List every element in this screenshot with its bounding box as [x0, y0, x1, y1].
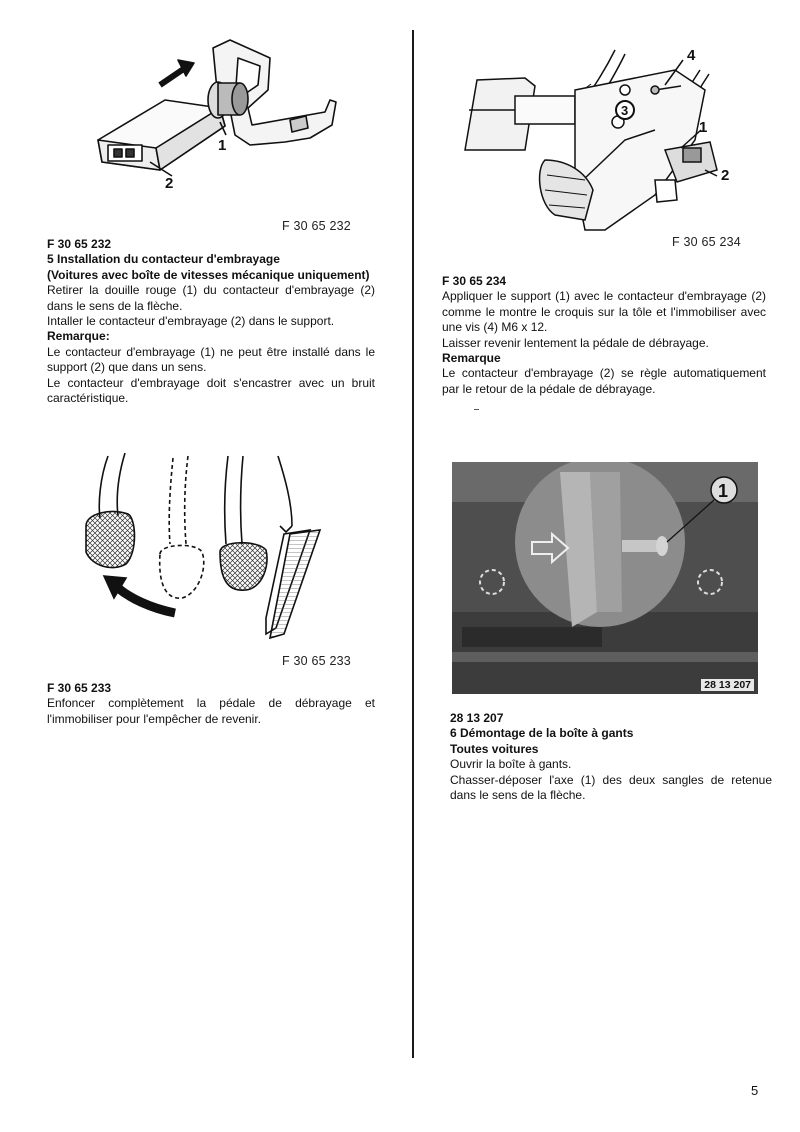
- photo-glove-box-drawing: [452, 462, 758, 694]
- section-233-line: Enfoncer complètement la pédale de débrayage et l'immobiliser pour l'empêcher de revenir.: [47, 696, 375, 726]
- figure-pedals: [70, 448, 360, 648]
- section-234-remark-line: Le contacteur d'embrayage (2) se règle automatiquement par le retour de la pédale de débrayage.: [442, 366, 766, 396]
- section-234-line: Laisser revenir lentement la pédale de débrayage.: [442, 335, 709, 350]
- section-233-ref: F 30 65 233: [47, 681, 112, 695]
- figure-234-label-3: 3: [621, 103, 629, 118]
- column-divider: [412, 30, 414, 1058]
- figure-233-caption: F 30 65 233: [282, 654, 351, 668]
- figure-234-caption: F 30 65 234: [672, 235, 741, 249]
- section-232-remark-line: Le contacteur d'embrayage (1) ne peut être installé dans le support (2) que dans un sens.: [47, 344, 375, 375]
- section-232: [47, 237, 375, 406]
- section-233: [47, 681, 375, 727]
- section-207: [450, 711, 772, 803]
- section-232-remark-label: Remarque:: [47, 329, 110, 344]
- section-232-subtitle: (Voitures avec boîte de vitesses mécanique uniquement): [47, 267, 370, 282]
- section-207-ref: 28 13 207: [450, 711, 504, 725]
- section-232-line: Retirer la douille rouge (1) du contacteur d'embrayage (2) dans le sens de la flèche.: [47, 283, 375, 313]
- section-232-line: Intaller le contacteur d'embrayage (2) dans le support.: [47, 314, 335, 329]
- section-207-subtitle: Toutes voitures: [450, 741, 539, 756]
- figure-232-label-1: 1: [218, 137, 227, 154]
- figure-234-label-4: 4: [687, 47, 696, 64]
- section-234-remark-label: Remarque: [442, 351, 501, 366]
- section-207-title: 6 Démontage de la boîte à gants: [450, 726, 634, 741]
- photo-glove-box: [452, 462, 758, 694]
- section-232-remark-line: Le contacteur d'embrayage doit s'encastrer avec un bruit caractéristique.: [47, 375, 375, 406]
- section-207-line: Ouvrir la boîte à gants.: [450, 757, 572, 772]
- section-234-line: Appliquer le support (1) avec le contacteur d'embrayage (2) comme le montre le croquis sur la tôle et l'immobiliser avec une vis (4) M6 x 12.: [442, 289, 766, 335]
- section-234-ref: F 30 65 234: [442, 274, 507, 288]
- section-207-line: Chasser-déposer l'axe (1) des deux sangles de retenue dans le sens de la flèche.: [450, 772, 772, 803]
- section-232-title: 5 Installation du contacteur d'embrayage: [47, 252, 280, 267]
- photo-tag: 28 13 207: [701, 679, 754, 691]
- figure-bracket-assembly: [455, 30, 755, 235]
- section-234: [442, 274, 766, 397]
- figure-234-label-2: 2: [721, 167, 730, 184]
- figure-232-caption: F 30 65 232: [282, 219, 351, 233]
- figure-clutch-switch-removal: [70, 30, 380, 205]
- photo-label-1: 1: [718, 481, 729, 501]
- figure-232-label-2: 2: [165, 175, 174, 192]
- stray-mark: [474, 409, 479, 410]
- page-number: 5: [751, 1083, 759, 1098]
- section-232-ref: F 30 65 232: [47, 237, 112, 251]
- figure-234-label-1: 1: [699, 119, 708, 136]
